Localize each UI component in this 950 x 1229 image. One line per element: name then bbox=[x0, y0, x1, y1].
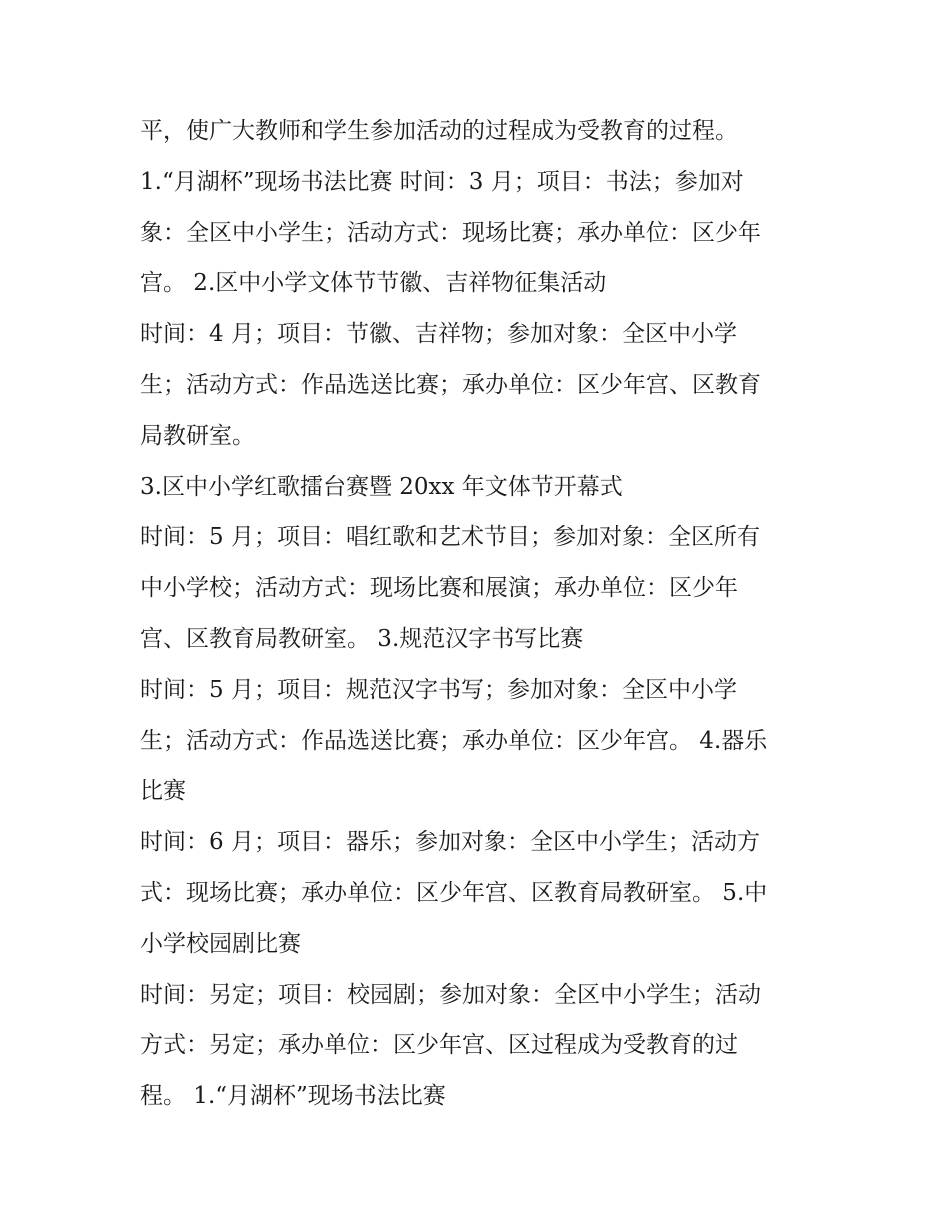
text-line: 式：现场比赛；承办单位：区少年宫、区教育局教研室。 5.中 bbox=[140, 879, 768, 906]
text-line: 平，使广大教师和学生参加活动的过程成为受教育的过程。 bbox=[140, 118, 738, 144]
document-body bbox=[140, 106, 820, 1122]
text-line: 时间：5 月；项目：规范汉字书写；参加对象：全区中小学 bbox=[140, 676, 737, 703]
text-line: 中小学校；活动方式：现场比赛和展演；承办单位：区少年 bbox=[140, 575, 738, 602]
text-line: 比赛 bbox=[140, 778, 186, 805]
text-line: 方式：另定；承办单位：区少年宫、区过程成为受教育的过 bbox=[140, 1032, 738, 1059]
text-line: 时间：4 月；项目：节徽、吉祥物；参加对象：全区中小学 bbox=[140, 321, 737, 348]
text-line: 时间：另定；项目：校园剧；参加对象：全区中小学生；活动 bbox=[140, 981, 761, 1008]
text-line: 时间：5 月；项目：唱红歌和艺术节目；参加对象：全区所有 bbox=[140, 524, 760, 551]
text-line: 生；活动方式：作品选送比赛；承办单位：区少年宫。 4.器乐 bbox=[140, 727, 768, 754]
text-line: 3.区中小学红歌擂台赛暨 20xx 年文体节开幕式 bbox=[140, 473, 623, 500]
text-line: 象：全区中小学生；活动方式：现场比赛；承办单位：区少年 bbox=[140, 219, 761, 246]
text-line: 局教研室。 bbox=[140, 422, 255, 449]
text-line: 小学校园剧比赛 bbox=[140, 930, 301, 957]
text-line: 宫、区教育局教研室。 3.规范汉字书写比赛 bbox=[140, 625, 584, 652]
text-line: 时间：6 月；项目：器乐；参加对象：全区中小学生；活动方 bbox=[140, 829, 760, 856]
text-line: 1.“月湖杯”现场书法比赛 时间：3 月；项目：书法；参加对 bbox=[140, 168, 744, 195]
text-line: 程。 1.“月湖杯”现场书法比赛 bbox=[140, 1083, 446, 1110]
text-line: 生；活动方式：作品选送比赛；承办单位：区少年宫、区教育 bbox=[140, 371, 761, 398]
text-line: 宫。 2.区中小学文体节节徽、吉祥物征集活动 bbox=[140, 270, 607, 297]
